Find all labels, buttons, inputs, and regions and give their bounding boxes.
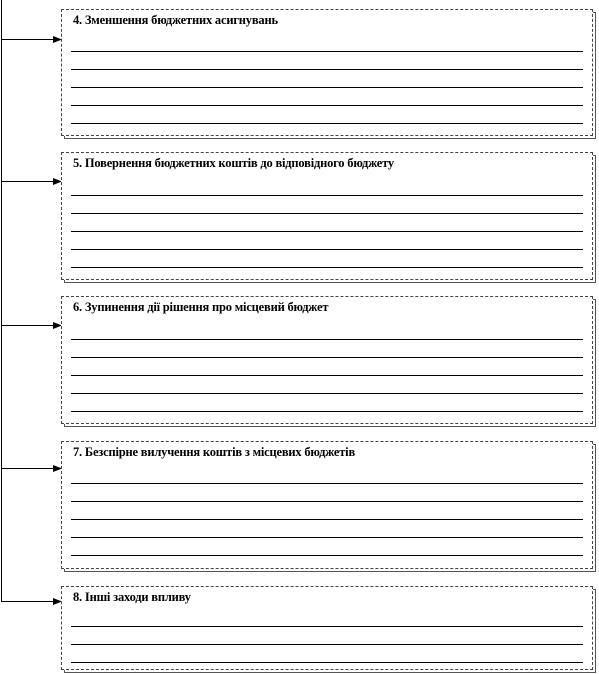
answer-line	[71, 339, 583, 340]
answer-line	[71, 519, 583, 520]
answer-line	[71, 87, 583, 88]
arrow-icon	[1, 176, 62, 187]
answer-line	[71, 51, 583, 52]
section-box-5	[61, 152, 593, 280]
answer-line	[71, 267, 583, 268]
answer-line	[71, 231, 583, 232]
arrow-icon	[1, 34, 62, 45]
answer-line	[71, 357, 583, 358]
section-box-6	[61, 296, 593, 424]
answer-line	[71, 501, 583, 502]
section-title: 5. Повернення бюджетних коштів до відповідного бюджету	[73, 156, 394, 170]
answer-line	[71, 555, 583, 556]
arrow-icon	[1, 320, 62, 331]
answer-line	[71, 483, 583, 484]
answer-line	[71, 375, 583, 376]
answer-line	[71, 195, 583, 196]
answer-line	[71, 105, 583, 106]
section-title: 4. Зменшення бюджетних асигнувань	[73, 13, 278, 27]
answer-line	[71, 69, 583, 70]
answer-line	[71, 626, 583, 627]
arrow-icon	[1, 596, 62, 607]
section-box-8	[61, 586, 593, 670]
connector-line	[1, 0, 2, 601]
arrow-icon	[1, 463, 62, 474]
answer-line	[71, 249, 583, 250]
answer-line	[71, 537, 583, 538]
answer-line	[71, 213, 583, 214]
answer-line	[71, 644, 583, 645]
section-box-4	[61, 9, 593, 136]
section-title: 7. Безспірне вилучення коштів з місцевих бюджетів	[73, 445, 356, 459]
section-title: 6. Зупинення дії рішення про місцевий бюджет	[73, 300, 329, 314]
answer-line	[71, 662, 583, 663]
answer-line	[71, 393, 583, 394]
section-box-7	[61, 441, 593, 569]
section-title: 8. Інші заходи впливу	[73, 590, 191, 604]
answer-line	[71, 123, 583, 124]
answer-line	[71, 411, 583, 412]
